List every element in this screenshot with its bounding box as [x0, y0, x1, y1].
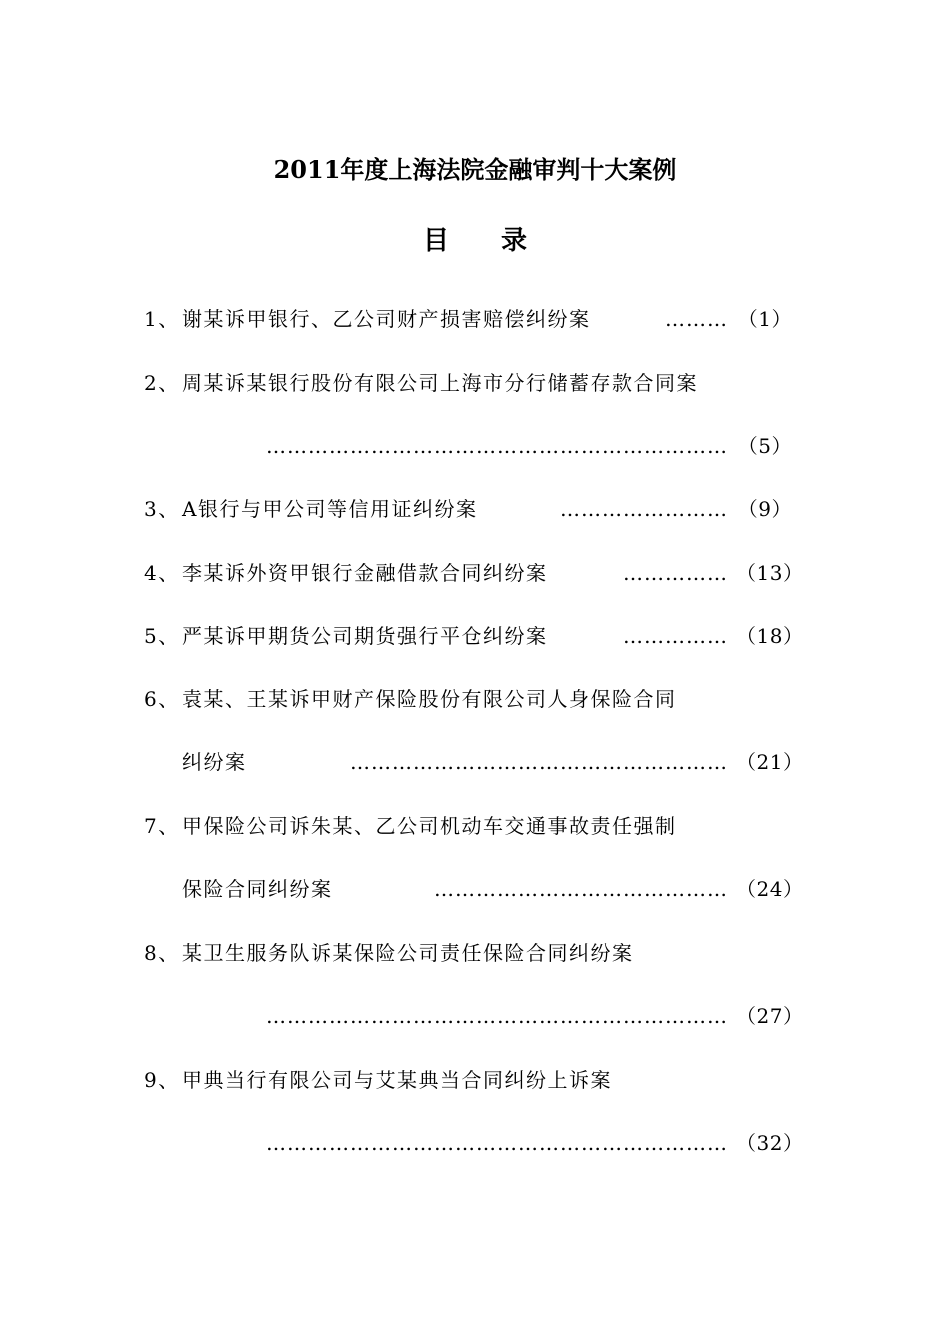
toc-entry-number: 5、: [144, 624, 180, 648]
toc-entry-6-continuation: [0, 745, 950, 779]
toc-entry-number: 2、: [144, 371, 180, 395]
toc-entry-page: （1）: [737, 307, 792, 331]
toc-entry-leader: ……………: [623, 561, 728, 585]
toc-entry-page: （18）: [736, 624, 804, 648]
toc-entry-2[interactable]: [0, 366, 950, 400]
toc-entry-number: 7、: [144, 814, 180, 838]
toc-entry-number: 8、: [144, 941, 180, 965]
toc-entry-leader: ………………………………………………: [350, 750, 728, 774]
toc-entry-page: （13）: [736, 561, 804, 585]
toc-entry-title: 某卫生服务队诉某保险公司责任保险合同纠纷案: [182, 941, 634, 965]
toc-entry-6[interactable]: [0, 682, 950, 716]
document-title: 2011年度上海法院金融审判十大案例: [273, 155, 677, 184]
toc-entry-leader: …………………………………………………………: [266, 1131, 728, 1155]
toc-entry-4[interactable]: [0, 556, 950, 590]
toc-entry-7-continuation: [0, 872, 950, 906]
toc-entry-number: 1、: [144, 307, 180, 331]
toc-entry-page: （5）: [737, 434, 792, 458]
toc-entry-title: 周某诉某银行股份有限公司上海市分行储蓄存款合同案: [182, 371, 698, 395]
toc-entry-title-continuation: 保险合同纠纷案: [182, 877, 333, 901]
toc-entry-page: （27）: [736, 1004, 804, 1028]
toc-entry-page: （21）: [736, 750, 804, 774]
toc-entry-8[interactable]: [0, 936, 950, 970]
toc-entry-9-leader-line: [0, 1126, 950, 1160]
toc-entry-7[interactable]: [0, 809, 950, 843]
toc-entry-title: 李某诉外资甲银行金融借款合同纠纷案: [182, 561, 548, 585]
toc-entry-title: 袁某、王某诉甲财产保险股份有限公司人身保险合同: [182, 687, 677, 711]
toc-entry-page: （32）: [736, 1131, 804, 1155]
toc-entry-title: 严某诉甲期货公司期货强行平仓纠纷案: [182, 624, 548, 648]
toc-entry-title-continuation: 纠纷案: [182, 750, 247, 774]
toc-entry-number: 4、: [144, 561, 180, 585]
toc-entry-9[interactable]: [0, 1063, 950, 1097]
toc-entry-2-leader-line: [0, 429, 950, 463]
toc-entry-number: 9、: [144, 1068, 180, 1092]
toc-entry-number: 3、: [144, 497, 180, 521]
toc-heading-char-2: 录: [501, 226, 528, 256]
toc-entry-title: A银行与甲公司等信用证纠纷案: [182, 497, 478, 521]
toc-entry-leader: …………………………………………………………: [266, 1004, 728, 1028]
toc-entry-number: 6、: [144, 687, 180, 711]
toc-entry-title: 甲典当行有限公司与艾某典当合同纠纷上诉案: [182, 1068, 612, 1092]
toc-entry-leader: ………: [665, 307, 728, 331]
toc-entry-5[interactable]: [0, 619, 950, 653]
toc-entry-leader: ……………………: [560, 497, 728, 521]
toc-entry-title: 谢某诉甲银行、乙公司财产损害赔偿纠纷案: [182, 307, 591, 331]
toc-entry-title: 甲保险公司诉朱某、乙公司机动车交通事故责任强制: [182, 814, 677, 838]
toc-entry-leader: ……………: [623, 624, 728, 648]
toc-heading-char-1: 目: [422, 226, 449, 256]
toc-entry-page: （24）: [736, 877, 804, 901]
toc-entry-leader: …………………………………………………………: [266, 434, 728, 458]
toc-entry-3[interactable]: [0, 492, 950, 526]
toc-entry-1[interactable]: [0, 302, 950, 336]
toc-entry-page: （9）: [737, 497, 792, 521]
toc-heading: [0, 221, 950, 261]
toc-entry-8-leader-line: [0, 999, 950, 1033]
toc-entry-leader: ……………………………………: [434, 877, 728, 901]
